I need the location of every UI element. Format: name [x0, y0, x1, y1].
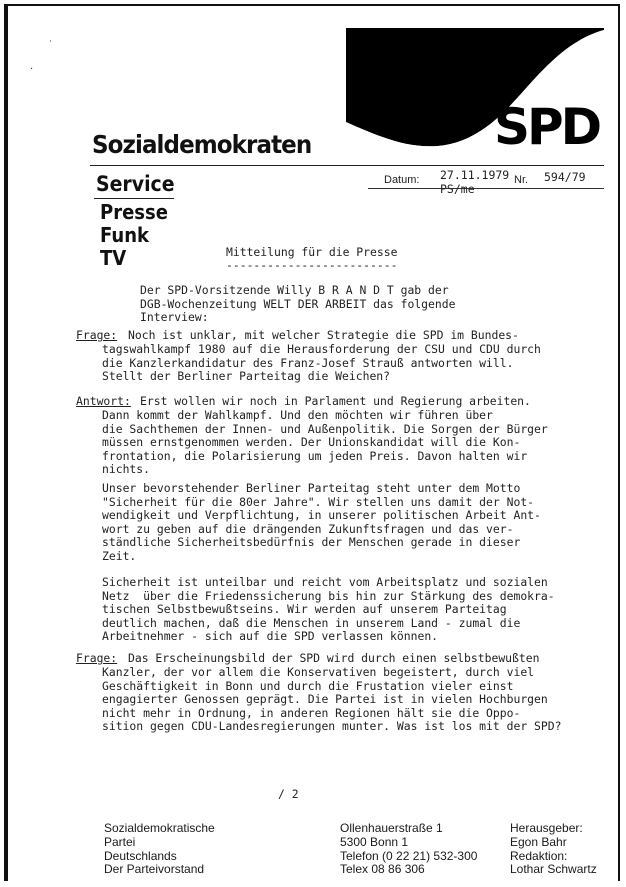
question-line: Kanzler, der vor allem die Konservativen begeistert, durch viel	[102, 665, 535, 679]
question-line: die Kanzlerkandidatur des Franz-Josef Strauß antworten will.	[102, 355, 514, 370]
footer-line: Egon Bahr	[510, 834, 567, 849]
footer-editor	[510, 822, 597, 877]
notice-title: Mitteilung für die Presse	[226, 245, 398, 259]
footer-organization	[104, 822, 215, 877]
date-value: 27.11.1979	[440, 168, 510, 182]
intro-line: Interview:	[140, 310, 209, 325]
answer-line: wendigkeit und Verpflichtung, in unserer politischen Arbeit Ant-	[102, 508, 541, 523]
answer-line: "Sicherheit für die 80er Jahre". Wir stellen uns damit der Not-	[102, 494, 535, 509]
nr-label: Nr.	[514, 174, 529, 186]
answer-paragraph	[102, 576, 555, 644]
question-body	[102, 666, 561, 734]
datum-label: Datum:	[384, 174, 420, 186]
footer-line: Telex 08 86 306	[340, 862, 425, 877]
question-line: Geschäftigkeit in Bonn und durch die Frustation vieler einst	[102, 678, 514, 693]
question-line: engagierter Genossen geprägt. Die Partei ist in vielen Hochburgen	[102, 692, 548, 707]
answer-line: deutlich machen, daß die Menschen in unserem Land - zumal die	[102, 615, 521, 630]
section-tv: TV	[100, 246, 127, 270]
header-rule	[90, 165, 604, 166]
footer-line: Herausgeber:	[510, 821, 583, 835]
scan-speck: ˙	[48, 40, 53, 51]
question-label: Frage:	[76, 328, 118, 342]
service-label: Service	[96, 172, 175, 196]
answer-line: ständliche Sicherheitsbedürfnis der Menschen gerade in dieser	[102, 535, 521, 550]
nr-value: 594/79	[544, 170, 586, 184]
footer-line: 5300 Bonn 1	[340, 834, 409, 849]
section-presse: Presse	[100, 200, 168, 224]
footer-line: Sozialdemokratische	[104, 821, 215, 835]
footer-line: Telefon (0 22 21) 532-300	[340, 848, 478, 863]
meta-rule	[368, 188, 604, 189]
footer-address	[340, 822, 477, 877]
question-line: Stellt der Berliner Parteitag die Weichen?	[102, 369, 391, 384]
answer-line: Dann kommt der Wahlkampf. Und den möchten wir führen über	[102, 408, 493, 422]
brand-title: Sozialdemokraten	[92, 130, 312, 159]
answer-line: Netz über die Friedenssicherung bis hin zur Stärkung des demokra-	[102, 588, 555, 603]
question-line: nicht mehr in Ordnung, in anderen Regionen hält sie die Oppo-	[102, 705, 521, 720]
footer-line: Redaktion:	[510, 848, 568, 863]
answer-line: müssen ernstgenommen werden. Der Unionskandidat will die Kon-	[102, 435, 521, 450]
footer-line: Lothar Schwartz	[510, 862, 597, 877]
footer-line: Der Parteivorstand	[104, 862, 205, 877]
answer-line: die Sachthemen der Innen- und Außenpolitik. Die Sorgen der Bürger	[102, 421, 548, 436]
press-release-page	[4, 4, 620, 881]
answer-line: nichts.	[102, 462, 151, 477]
intro-paragraph	[140, 284, 455, 325]
scan-speck: ·	[30, 64, 34, 75]
answer-first-line: Erst wollen wir noch in Parlament und Regierung arbeiten.	[140, 394, 531, 408]
answer-line: Sicherheit ist unteilbar und reicht vom Arbeitsplatz und sozialen	[102, 575, 548, 589]
footer-line: Deutschlands	[104, 848, 177, 863]
section-funk: Funk	[100, 223, 150, 247]
footer-line: Partei	[104, 834, 136, 849]
answer-line: Unser bevorstehender Berliner Parteitag steht unter dem Motto	[102, 481, 521, 495]
intro-line: DGB-Wochenzeitung WELT DER ARBEIT das folgende	[140, 296, 456, 311]
question-first-line: Das Erscheinungsbild der SPD wird durch einen selbstbewußten	[128, 651, 540, 665]
answer-paragraph	[102, 482, 541, 564]
answer-label: Antwort:	[76, 394, 131, 408]
answer-body	[102, 409, 548, 477]
answer-line: tischen Selbstbewußtseins. Wir werden auf unserem Parteitag	[102, 602, 507, 617]
question-label: Frage:	[76, 651, 118, 665]
spd-logo-text: SPD	[494, 98, 600, 156]
notice-underline: -------------------------	[226, 258, 398, 272]
question-line: sition gegen CDU-Landesregierungen munter. Was ist los mit der SPD?	[102, 719, 562, 734]
question-body	[102, 343, 541, 384]
answer-line: wort zu geben auf die drängenden Zukunftsfragen und das ver-	[102, 521, 514, 536]
initials: PS/me	[440, 182, 475, 196]
answer-line: Zeit.	[102, 548, 137, 563]
question-line: tagswahlkampf 1980 auf die Herausforderung der CSU und CDU durch	[102, 342, 541, 356]
service-rule	[94, 198, 174, 199]
question-first-line: Noch ist unklar, mit welcher Strategie die SPD im Bundes-	[128, 328, 519, 342]
answer-line: frontation, die Polarisierung um jeden Preis. Davon halten wir	[102, 448, 528, 463]
footer-line: Ollenhauerstraße 1	[340, 821, 443, 835]
intro-line: Der SPD-Vorsitzende Willy B R A N D T gab der	[140, 283, 449, 297]
answer-line: Arbeitnehmer - sich auf die SPD verlassen können.	[102, 629, 439, 644]
page-marker: / 2	[278, 787, 299, 801]
